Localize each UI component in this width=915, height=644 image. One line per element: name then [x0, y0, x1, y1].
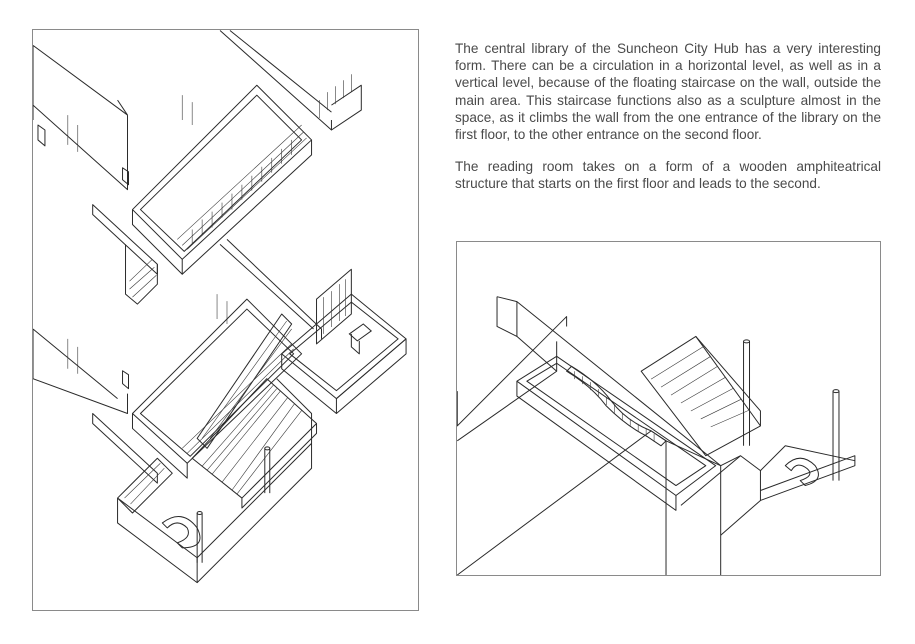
- detail-reading-room: [517, 356, 716, 510]
- staircase-detail-drawing: [456, 241, 881, 576]
- exploded-axonometric-svg: [33, 30, 418, 610]
- detail-amphitheatre-steps: [641, 336, 760, 455]
- upper-floor-slab: [33, 45, 192, 189]
- exploded-axonometric-drawing: [32, 29, 419, 611]
- lower-floor-slab: [33, 239, 322, 413]
- staircase-detail-svg: [457, 242, 880, 575]
- description-text: [455, 40, 881, 208]
- description-paragraph-2: The reading room takes on a form of a wooden amphiteatrical structure that starts on the first floor and leads to the second.: [455, 159, 881, 192]
- upper-floor-reading-room: [93, 31, 362, 305]
- lower-floor-annex: [282, 269, 406, 413]
- description-paragraph-1: The central library of the Suncheon City Hub has a very interesting form. There can be a circulation in a horizontal level, as well as in a vertical level, because of the floating staircase on the wall, outside the main area. This staircase functions also as a sculpture almost in the space, as it climbs the wall from the one entrance of the library on the first floor, to the other entrance on the second floor.: [455, 41, 881, 143]
- lower-floor-reading-room: [132, 299, 301, 478]
- detail-outer-walls: [457, 297, 855, 575]
